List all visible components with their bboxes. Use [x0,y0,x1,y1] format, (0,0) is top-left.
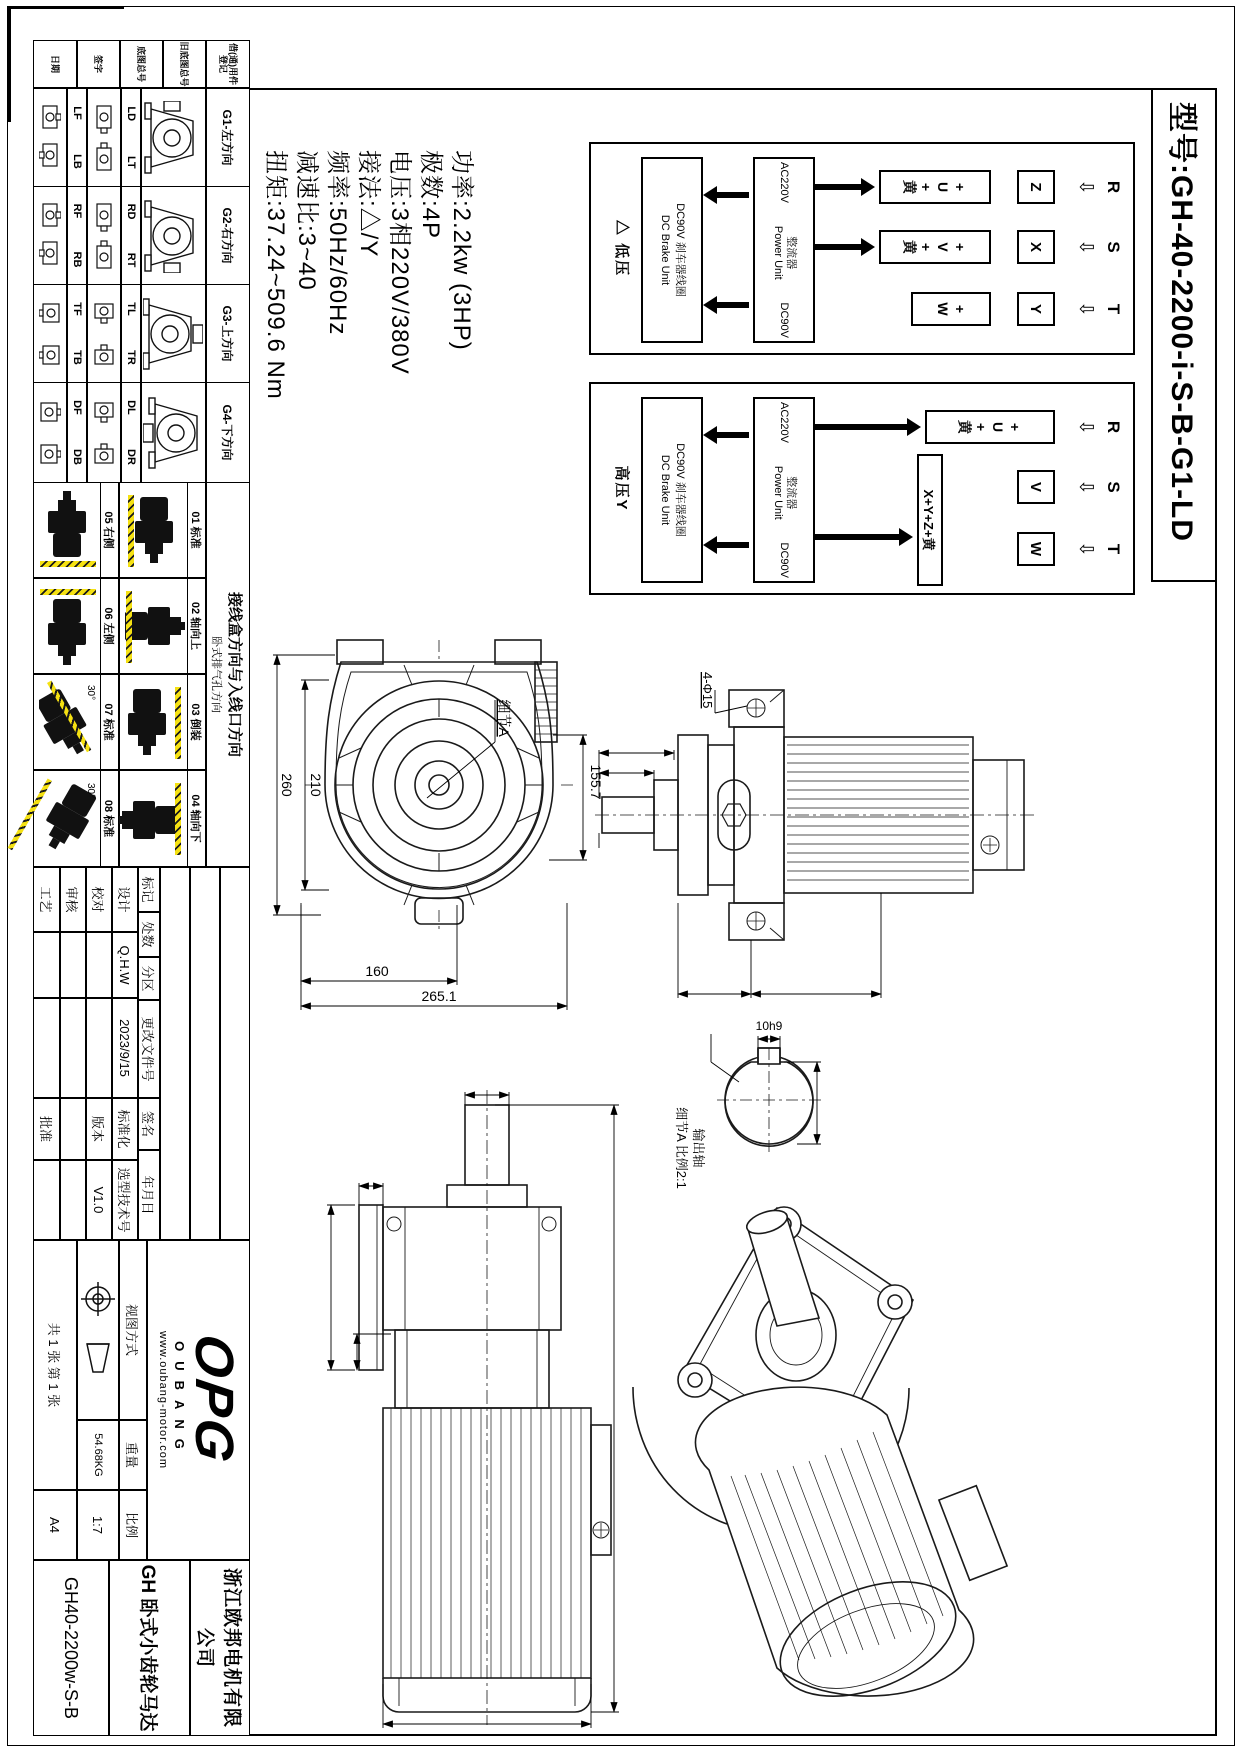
opg-logo: OPG [184,1331,245,1469]
rev-col-zone: 分区 [138,957,160,1000]
q2-label: 02 轴向上 [187,579,205,673]
mount-orientation-icon [122,689,174,755]
dim-4xd15: 4-Φ15 [700,672,715,709]
hollow-arrow-icon: ⇩ [1075,239,1096,255]
input-s: S [1104,241,1123,253]
orientation-table-header [206,482,250,867]
view-horizontal [359,1090,611,1725]
junction-box-icon [93,399,115,429]
junction-box-icon [39,338,61,368]
dim-155-7: 155.7 [588,764,604,800]
std-label: 标准化 [112,1098,138,1160]
sig-review: 审核 [60,867,86,932]
view-front-dims [273,655,587,1010]
junction-box-icon [93,104,115,134]
mount-orientation-icon [126,593,186,659]
hollow-arrow-icon: ⇩ [1075,479,1096,495]
std-empty [60,1160,86,1240]
junction-box-icon [39,300,61,330]
junction-box-icon [93,437,115,467]
sig-process-date [33,998,60,1098]
version-label: 版本 [86,1098,112,1160]
margin-old-master-no: 旧底图总号 [163,40,206,88]
q3-label: 03 倒装 [187,675,205,769]
wall-hatch [40,561,96,567]
rectifier-name: 整流器 Power Unit [772,225,797,280]
g1-icons-top [87,88,121,187]
wall-hatch [40,589,96,595]
terminal-v: V [1017,470,1055,504]
rev-col-sign: 签名 [138,1098,160,1150]
rectifier-name: 整流器 Power Unit [772,465,797,520]
weight-label: 重量 [119,1420,147,1490]
g2-labels-top: RD RT [121,186,141,285]
sig-design-date: 2023/9/15 [112,998,138,1098]
rectifier-ac: AC220V [778,162,790,203]
sig-design: 设计 [112,867,138,932]
approve-label: 批准 [33,1098,60,1160]
dim-10h9: 10h9 [755,1019,783,1033]
g1-header: G1-左方向 [206,88,250,187]
ground-hatch [128,495,134,567]
shaft-label-1: 输出轴 [691,1128,706,1168]
q5-cell [33,482,119,578]
dim-265-1: 265.1 [421,988,457,1004]
rectifier-dc: DC90V [778,302,790,338]
rectifier-ac: AC220V [778,402,790,443]
junction-box-icon [93,240,115,270]
g2-header: G2-右方向 [206,186,250,285]
detail-a-label: 细节A [496,699,512,737]
terminal-v-yellow: +V+黄 [879,230,991,264]
junction-direction-header: 接线盒方向与入线口方向 [226,591,244,757]
junction-box-icon [93,338,115,368]
q7-cell [33,674,119,770]
projection-symbol-cone-icon [83,1338,113,1378]
spec-frequency: 频率:50Hz/60Hz [324,150,351,336]
q8-cell [33,770,119,867]
high-voltage-label: 高压Y [613,465,630,512]
terminal-x: X [1017,230,1055,264]
g4-icons-top [87,382,121,483]
company-url: www.oubang-motor.com [157,1331,170,1469]
sig-check-date [86,998,112,1098]
hollow-arrow-icon: ⇩ [1075,179,1096,195]
low-voltage-label: △ 低压 [613,219,630,278]
g2-motor-icon-cell [141,186,206,285]
view-front [301,640,577,930]
junction-box-icon [39,240,61,270]
q1-cell [119,482,206,578]
drawing-number-cell: GH40-2200w-S-B [33,1560,109,1736]
hollow-arrow-icon: ⇩ [1075,541,1096,557]
view-method-label: 视图方式 [119,1240,147,1420]
approve-value [33,1160,60,1240]
spec-power: 功率:2.2kw (3HP) [448,150,475,351]
terminal-w: W [1017,532,1055,566]
angle-label: 30° [85,783,96,799]
sheet-count: 共 1 张 第 1 张 [33,1240,77,1490]
input-s: S [1104,481,1123,493]
revision-row-empty [220,867,250,1240]
mount-orientation-icon [41,491,93,557]
terminal-u-yellow: +U+黄 [879,170,991,204]
motor-front-icon [144,396,204,470]
sig-check: 校对 [86,867,112,932]
q5-label: 05 右侧 [100,483,118,577]
spec-connection: 接法:△/Y [355,150,382,258]
g4-motor-icon-cell [141,382,206,483]
shaft-detail [717,1048,821,1152]
junction-box-icon [93,300,115,330]
dim-160: 160 [365,963,389,979]
motor-front-icon [144,199,204,273]
junction-box-icon [93,202,115,232]
ground-hatch [126,591,132,663]
g3-header: G3-上方向 [206,284,250,383]
hollow-arrow-icon: ⇩ [1075,419,1096,435]
scale-value: 1:7 [77,1490,119,1560]
model-number: 型号:GH-40-2200-i-S-B-G1-LD [1165,102,1198,543]
shaft-label-2: 细节A 比例2:1 [674,1107,689,1189]
g1-motor-icon-cell [141,88,206,187]
g1-labels-top: LD LT [121,88,141,187]
spec-ratio: 减速比:3~40 [293,150,320,291]
margin-sign: 签字 [77,40,120,88]
product-name-cell: GH 卧式小齿轮马达 [109,1560,190,1736]
junction-box-icon [93,142,115,172]
spec-torque: 扭矩:37.24~509.6 Nm [262,150,289,400]
rev-col-mark: 标记 [138,867,160,912]
junction-box-icon [39,142,61,172]
dim-210: 210 [308,773,324,797]
selection-number-label: 选型技术号 [112,1160,138,1240]
junction-box-icon [39,202,61,232]
scale-label: 比例 [119,1490,147,1560]
g1-icons-bottom [33,88,67,187]
mount-orientation-icon [129,497,181,563]
motor-front-icon [144,101,204,175]
input-r: R [1104,180,1123,194]
sig-process-name [33,932,60,998]
terminal-z: Z [1017,170,1055,204]
g4-header: G4-下方向 [206,382,250,483]
rev-col-doc: 更改文件号 [138,1000,160,1098]
input-t: T [1104,303,1123,315]
view-isometric [633,1206,1007,1719]
sig-process: 工艺 [33,867,60,932]
g2-icons-top [87,186,121,285]
exhaust-direction-subheader: 卧式排气孔方向 [210,636,223,713]
rev-col-count: 处数 [138,912,160,957]
g3-labels-top: TL TR [121,284,141,383]
g3-icons-bottom [33,284,67,383]
rectifier-dc: DC90V [778,542,790,578]
view-side [591,690,1034,940]
revision-row-empty [160,867,190,1240]
terminal-w: +W [911,292,991,326]
mount-orientation-icon [41,599,93,665]
rev-col-date: 年月日 [138,1150,160,1240]
q2-cell [119,578,206,674]
g4-labels-top: DL DR [121,382,141,483]
sig-check-name [86,932,112,998]
junction-box-icon [39,104,61,134]
version-value: V1.0 [86,1160,112,1240]
g4-labels-bottom: DF DB [67,382,87,483]
angle-label: 30° [85,685,96,701]
q1-label: 01 标准 [187,483,205,577]
hollow-arrow-icon: ⇩ [1075,301,1096,317]
revision-row-empty [190,867,220,1240]
g2-icons-bottom [33,186,67,285]
mount-orientation-icon [120,786,178,852]
input-t: T [1104,543,1123,555]
q8-label: 08 标准 [100,771,118,866]
weight-value: 54.68KG [77,1420,119,1490]
company-logo-cell [147,1240,250,1560]
g2-labels-bottom: RF RB [67,186,87,285]
company-name-cell: 浙江欧邦电机有限公司 [190,1560,250,1736]
sig-review-name [60,932,86,998]
paper-size: A4 [33,1490,77,1560]
brake-block: DC90V 刹车器线圈 DC Brake Unit [641,397,703,583]
spec-voltage: 电压:3相220V/380V [386,150,413,375]
spec-poles: 极数:4P [417,150,444,240]
terminal-u-yellow: +U+黄 [925,410,1055,444]
q7-label: 07 标准 [100,675,118,769]
ceiling-hatch [175,687,181,759]
g3-labels-bottom: TF TB [67,284,87,383]
q4-label: 04 轴向下 [187,771,205,866]
input-r: R [1104,420,1123,434]
projection-symbol-target-icon [81,1282,115,1316]
g3-motor-icon-cell [141,284,206,383]
dim-260: 260 [279,773,295,797]
star-point-bus: X+Y+Z+黄 [917,454,943,586]
ceiling-hatch [175,783,181,855]
margin-date: 日期 [33,40,77,88]
g1-labels-bottom: LF LB [67,88,87,187]
g4-icons-bottom [33,382,67,483]
junction-box-icon [39,437,61,467]
q4-cell [119,770,206,867]
q6-label: 06 左侧 [100,579,118,673]
sig-review-date [60,998,86,1098]
q3-cell [119,674,206,770]
junction-box-icon [39,399,61,429]
margin-master-no: 底图总号 [120,40,163,88]
terminal-y: Y [1017,292,1055,326]
brake-block: DC90V 刹车器线圈 DC Brake Unit [641,157,703,343]
oubang-logo-text: OUBANG [172,1341,188,1459]
q6-cell [33,578,119,674]
view-horizontal-dims [327,1092,619,1728]
margin-borrow-record: 借(通)用件登记 [206,40,250,88]
g3-icons-top [87,284,121,383]
view-method-symbols [77,1240,119,1420]
motor-front-icon [144,297,204,371]
sig-design-name: Q.H.W [112,932,138,998]
std-empty [60,1098,86,1160]
